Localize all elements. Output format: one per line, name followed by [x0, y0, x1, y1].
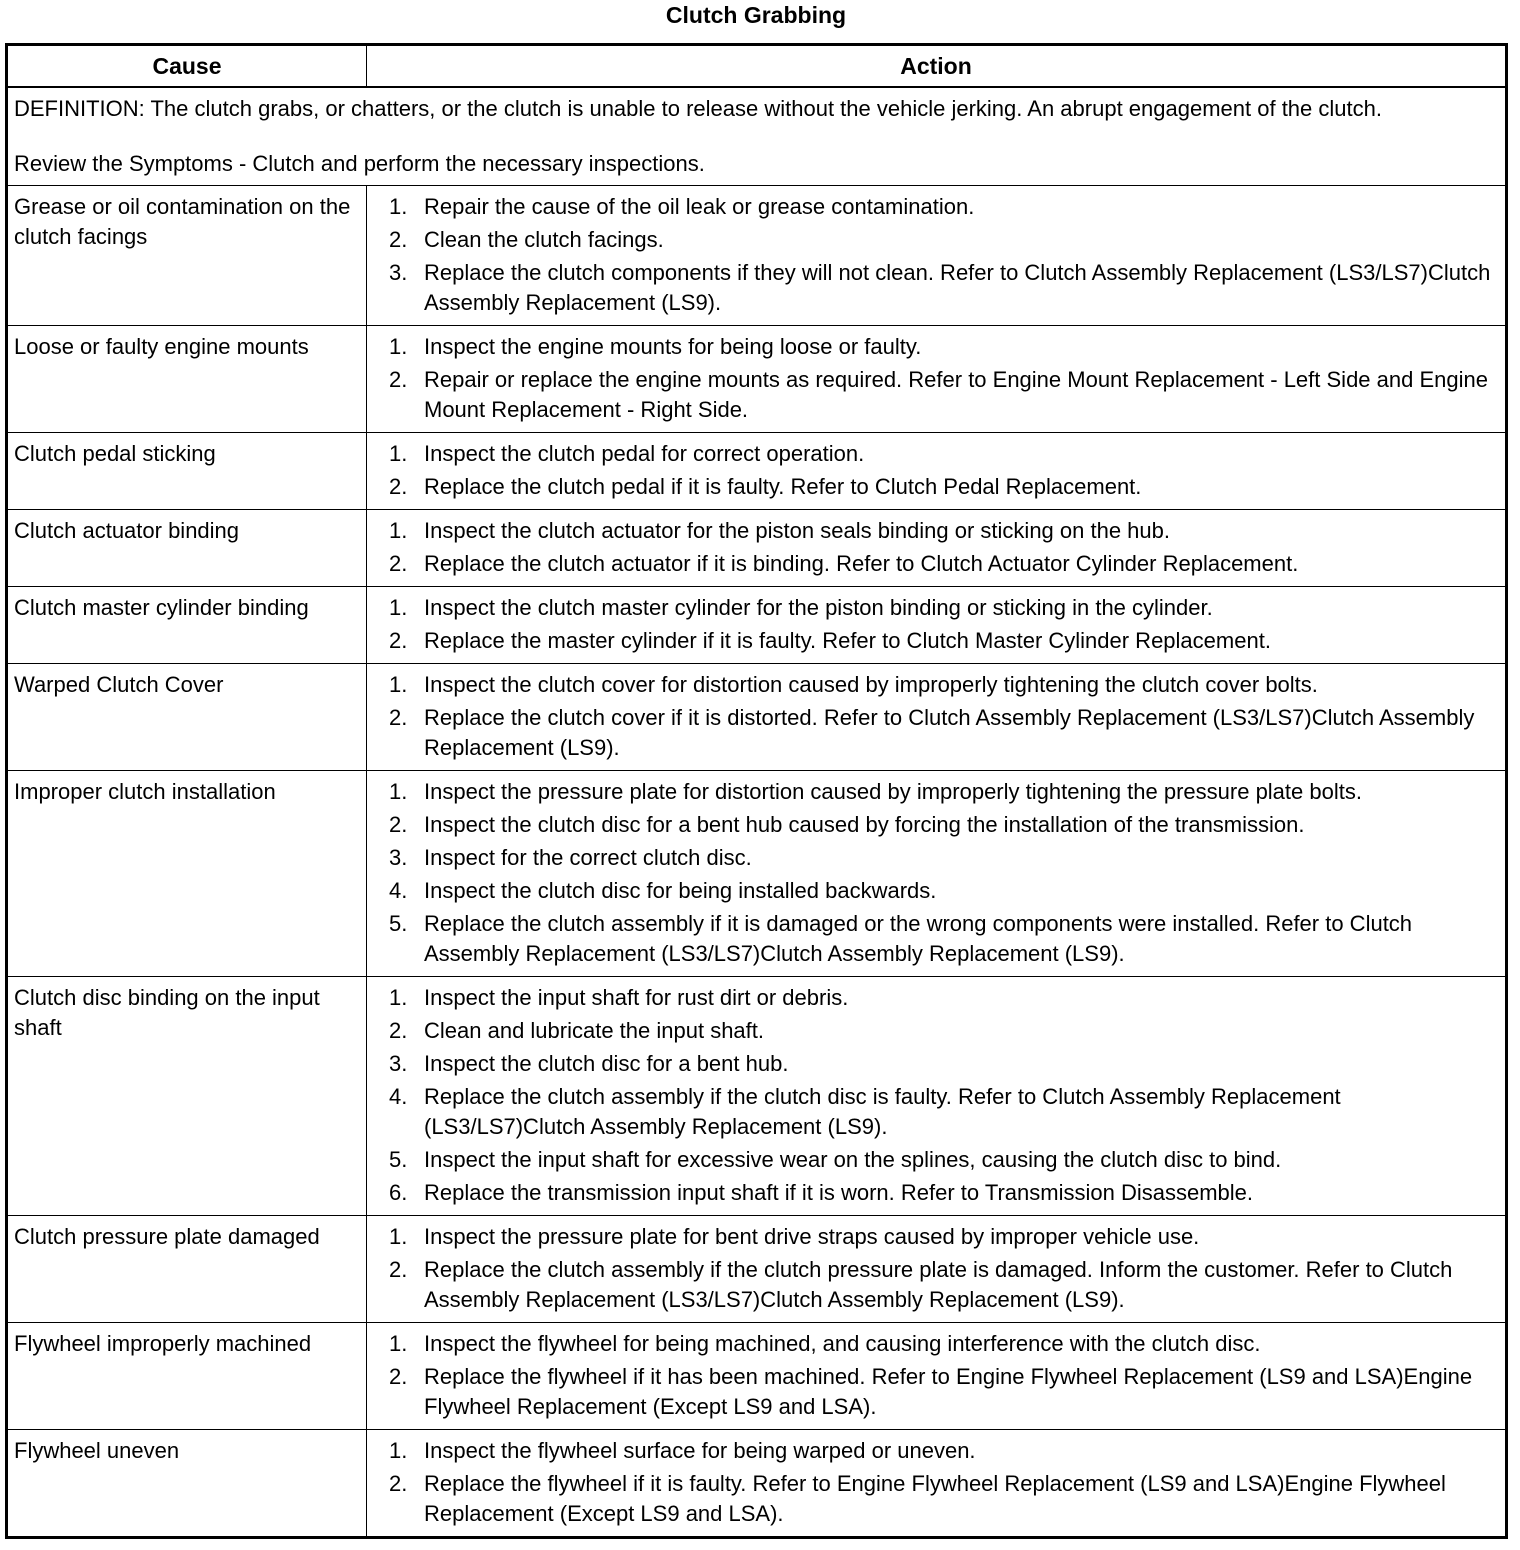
step-text: Replace the flywheel if it has been machined. Refer to Engine Flywheel Replacement (LS9 and LSA)Engine Flywheel Replacement (Except LS9 and LSA).	[424, 1364, 1473, 1419]
action-step	[373, 703, 1497, 763]
step-number: 1.	[389, 334, 408, 359]
action-steps-list	[373, 670, 1497, 763]
step-text: Inspect the clutch master cylinder for the piston binding or sticking in the cylinder.	[424, 595, 1213, 620]
action-step	[373, 472, 1497, 502]
table-row	[7, 1216, 1507, 1323]
step-number: 2.	[389, 1257, 408, 1282]
step-text: Replace the master cylinder if it is faulty. Refer to Clutch Master Cylinder Replacement.	[424, 628, 1271, 653]
definition-text: DEFINITION: The clutch grabs, or chatters, or the clutch is unable to release without the vehicle jerking. An abrupt engagement of the clutch.	[14, 96, 1382, 121]
step-number: 1.	[389, 1331, 408, 1356]
step-text: Inspect the clutch pedal for correct operation.	[424, 441, 865, 466]
action-steps-list	[373, 1436, 1497, 1529]
table-row	[7, 326, 1507, 433]
table-row	[7, 1430, 1507, 1538]
step-text: Inspect the clutch cover for distortion caused by improperly tightening the clutch cover bolts.	[424, 672, 1318, 697]
cause-cell: Warped Clutch Cover	[7, 664, 367, 771]
action-step	[373, 777, 1497, 807]
step-number: 1.	[389, 194, 408, 219]
step-number: 5.	[389, 1147, 408, 1172]
step-text: Replace the clutch assembly if it is damaged or the wrong components were installed. Refer to Clutch Assembly Replacement (LS3/LS7)Clutch Assembly Replacement (LS9).	[424, 911, 1413, 966]
page-title: Clutch Grabbing	[665, 2, 847, 28]
cause-cell: Clutch pressure plate damaged	[7, 1216, 367, 1323]
cause-cell: Flywheel uneven	[7, 1430, 367, 1538]
action-step	[373, 365, 1497, 425]
table-row	[7, 433, 1507, 510]
cause-cell: Grease or oil contamination on the clutch facings	[7, 186, 367, 326]
action-step	[373, 670, 1497, 700]
action-cell	[367, 1323, 1507, 1430]
action-step	[373, 192, 1497, 222]
step-number: 1.	[389, 441, 408, 466]
definition-row	[7, 87, 1507, 186]
step-text: Replace the clutch cover if it is distorted. Refer to Clutch Assembly Replacement (LS3/LS7)Clutch Assembly Replacement (LS9).	[424, 705, 1475, 760]
step-text: Replace the clutch pedal if it is faulty. Refer to Clutch Pedal Replacement.	[424, 474, 1142, 499]
step-text: Inspect the flywheel surface for being warped or uneven.	[424, 1438, 976, 1463]
step-text: Clean the clutch facings.	[424, 227, 664, 252]
step-text: Replace the clutch assembly if the clutch disc is faulty. Refer to Clutch Assembly Replacement (LS3/LS7)Clutch Assembly Replacement (LS9).	[424, 1084, 1341, 1139]
action-step	[373, 1436, 1497, 1466]
step-text: Inspect the clutch disc for a bent hub.	[424, 1051, 789, 1076]
action-cell	[367, 1216, 1507, 1323]
action-steps-list	[373, 439, 1497, 502]
action-step	[373, 876, 1497, 906]
action-steps-list	[373, 777, 1497, 969]
action-step	[373, 225, 1497, 255]
step-text: Inspect the pressure plate for distortion caused by improperly tightening the pressure plate bolts.	[424, 779, 1362, 804]
step-text: Inspect for the correct clutch disc.	[424, 845, 752, 870]
cause-column-header: Cause	[7, 45, 367, 88]
action-step	[373, 1082, 1497, 1142]
cause-cell: Loose or faulty engine mounts	[7, 326, 367, 433]
action-steps-list	[373, 983, 1497, 1208]
action-step	[373, 1178, 1497, 1208]
action-step	[373, 516, 1497, 546]
action-cell	[367, 1430, 1507, 1538]
step-number: 2.	[389, 367, 408, 392]
action-column-header: Action	[367, 45, 1507, 88]
action-steps-list	[373, 192, 1497, 318]
action-step	[373, 1255, 1497, 1315]
step-text: Clean and lubricate the input shaft.	[424, 1018, 765, 1043]
table-row	[7, 1323, 1507, 1430]
action-step	[373, 983, 1497, 1013]
step-text: Inspect the clutch disc for a bent hub caused by forcing the installation of the transmission.	[424, 812, 1305, 837]
table-row	[7, 664, 1507, 771]
action-step	[373, 843, 1497, 873]
step-text: Replace the flywheel if it is faulty. Refer to Engine Flywheel Replacement (LS9 and LSA)Engine Flywheel Replacement (Except LS9 and LSA).	[424, 1471, 1446, 1526]
step-text: Replace the clutch components if they will not clean. Refer to Clutch Assembly Replacement (LS3/LS7)Clutch Assembly Replacement (LS9).	[424, 260, 1491, 315]
action-step	[373, 626, 1497, 656]
cause-cell: Clutch disc binding on the input shaft	[7, 977, 367, 1216]
action-steps-list	[373, 516, 1497, 579]
step-text: Inspect the flywheel for being machined, and causing interference with the clutch disc.	[424, 1331, 1261, 1356]
action-step	[373, 1145, 1497, 1175]
step-text: Inspect the input shaft for rust dirt or debris.	[424, 985, 849, 1010]
step-text: Inspect the input shaft for excessive wear on the splines, causing the clutch disc to bind.	[424, 1147, 1282, 1172]
step-number: 1.	[389, 595, 408, 620]
step-number: 1.	[389, 1224, 408, 1249]
step-text: Replace the clutch assembly if the clutch pressure plate is damaged. Inform the customer. Refer to Clutch Assembly Replacement (LS3/LS7)Clutch Assembly Replacement (LS9).	[424, 1257, 1453, 1312]
step-text: Repair or replace the engine mounts as required. Refer to Engine Mount Replacement - Left Side and Engine Mount Replacement - Right Side.	[424, 367, 1488, 422]
step-number: 4.	[389, 878, 408, 903]
action-cell	[367, 510, 1507, 587]
action-steps-list	[373, 1222, 1497, 1315]
action-cell	[367, 186, 1507, 326]
table-header-row	[7, 45, 1507, 88]
step-number: 1.	[389, 672, 408, 697]
action-step	[373, 1362, 1497, 1422]
step-text: Inspect the engine mounts for being loose or faulty.	[424, 334, 922, 359]
action-step	[373, 439, 1497, 469]
action-step	[373, 909, 1497, 969]
action-step	[373, 1049, 1497, 1079]
step-number: 2.	[389, 1364, 408, 1389]
step-text: Inspect the clutch actuator for the piston seals binding or sticking on the hub.	[424, 518, 1171, 543]
cause-cell: Flywheel improperly machined	[7, 1323, 367, 1430]
step-number: 1.	[389, 985, 408, 1010]
diagnostic-table	[5, 43, 1508, 1539]
action-cell	[367, 326, 1507, 433]
step-number: 3.	[389, 845, 408, 870]
action-step	[373, 1016, 1497, 1046]
step-number: 2.	[389, 628, 408, 653]
step-number: 5.	[389, 911, 408, 936]
action-step	[373, 1329, 1497, 1359]
action-steps-list	[373, 332, 1497, 425]
cause-cell: Clutch actuator binding	[7, 510, 367, 587]
step-number: 6.	[389, 1180, 408, 1205]
action-step	[373, 810, 1497, 840]
table-row	[7, 510, 1507, 587]
cause-cell: Clutch pedal sticking	[7, 433, 367, 510]
step-number: 2.	[389, 227, 408, 252]
table-row	[7, 587, 1507, 664]
step-number: 2.	[389, 812, 408, 837]
table-row	[7, 186, 1507, 326]
table-row	[7, 771, 1507, 977]
step-text: Repair the cause of the oil leak or grease contamination.	[424, 194, 975, 219]
step-number: 2.	[389, 474, 408, 499]
step-number: 1.	[389, 518, 408, 543]
review-text: Review the Symptoms - Clutch and perform the necessary inspections.	[14, 151, 705, 176]
action-step	[373, 1469, 1497, 1529]
action-step	[373, 549, 1497, 579]
action-step	[373, 593, 1497, 623]
cause-cell: Clutch master cylinder binding	[7, 587, 367, 664]
step-number: 2.	[389, 551, 408, 576]
step-number: 2.	[389, 1018, 408, 1043]
action-cell	[367, 771, 1507, 977]
step-number: 1.	[389, 779, 408, 804]
step-number: 3.	[389, 1051, 408, 1076]
action-steps-list	[373, 593, 1497, 656]
step-text: Replace the transmission input shaft if it is worn. Refer to Transmission Disassemble.	[424, 1180, 1253, 1205]
step-number: 2.	[389, 1471, 408, 1496]
action-step	[373, 258, 1497, 318]
action-step	[373, 1222, 1497, 1252]
action-cell	[367, 664, 1507, 771]
definition-cell	[7, 87, 1507, 186]
step-text: Inspect the pressure plate for bent drive straps caused by improper vehicle use.	[424, 1224, 1200, 1249]
step-number: 2.	[389, 705, 408, 730]
cause-cell: Improper clutch installation	[7, 771, 367, 977]
step-number: 1.	[389, 1438, 408, 1463]
action-step	[373, 332, 1497, 362]
action-cell	[367, 977, 1507, 1216]
step-text: Inspect the clutch disc for being installed backwards.	[424, 878, 937, 903]
action-cell	[367, 433, 1507, 510]
action-steps-list	[373, 1329, 1497, 1422]
step-number: 3.	[389, 260, 408, 285]
step-number: 4.	[389, 1084, 408, 1109]
table-row	[7, 977, 1507, 1216]
action-cell	[367, 587, 1507, 664]
step-text: Replace the clutch actuator if it is binding. Refer to Clutch Actuator Cylinder Replacement.	[424, 551, 1299, 576]
